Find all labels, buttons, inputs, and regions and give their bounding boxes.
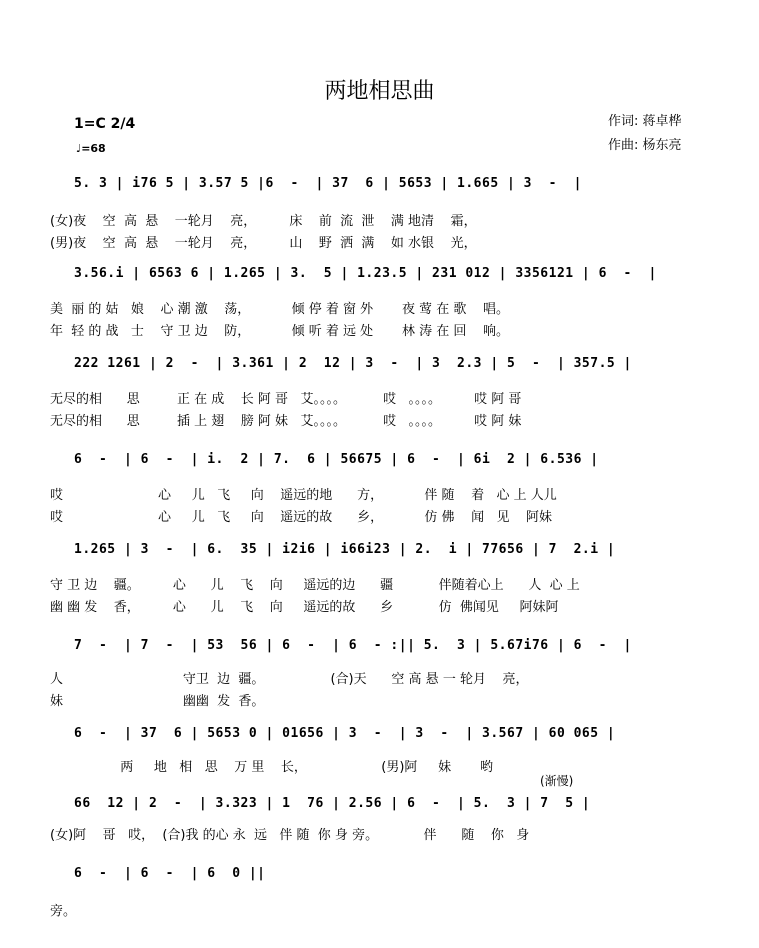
lyric-line-6a: 人 守卫 边 疆。 (合)天 空 高 悬 一 轮月 亮， <box>50 672 529 687</box>
lyric-line-2b: 年 轻 的 战 士 守 卫 边 防， 倾 听 着 远 处 林 涛 在 回 响。 <box>50 324 509 339</box>
lyric-line-1b: (男)夜 空 高 悬 一轮月 亮， 山 野 洒 满 如 水银 光， <box>50 236 477 251</box>
notation-line-1: 5. 3 | i76 5 | 3.57 5 |6 - | 37 6 | 5653 | 1.665 | 3 - | <box>74 176 582 191</box>
lyricist-credit: 作词: 蒋卓桦 <box>608 114 682 129</box>
lyric-line-4a: 哎 心 儿 飞 向 遥远的地 方， 伴 随 着 心 上 人儿 <box>50 488 557 503</box>
notation-line-3: 222 1261 | 2 - | 3.361 | 2 12 | 3 - | 3 2.3 | 5 - | 357.5 | <box>74 356 632 371</box>
notation-line-4: 6 - | 6 - | i. 2 | 7. 6 | 56675 | 6 - | 6i 2 | 6.536 | <box>74 452 599 467</box>
lyric-line-5b: 幽 幽 发 香， 心 儿 飞 向 遥远的故 乡 仿 佛闻见 阿妹阿 <box>50 600 559 615</box>
key-signature: 1=C 2/4 <box>74 116 136 132</box>
lyric-line-8: (女)阿 哥 哎， (合)我 的心 永 远 伴 随 你 身 旁。 伴 随 你 身 <box>50 828 530 843</box>
lyric-line-4b: 哎 心 儿 飞 向 遥远的故 乡， 仿 佛 闻 见 阿妹 <box>50 510 552 525</box>
notation-line-9: 6 - | 6 - | 6 0 || <box>74 866 266 881</box>
ritardando-mark: (渐慢) <box>540 774 574 788</box>
lyric-line-7: 两 地 相 思 万 里 长， (男)阿 妹 哟 <box>50 760 494 775</box>
notation-line-8: 66 12 | 2 - | 3.323 | 1 76 | 2.56 | 6 - | 5. 3 | 7 5 | <box>74 796 591 811</box>
lyric-line-3b: 无尽的相 思 插 上 翅 膀 阿 妹 艾。。。。 哎 。。。。 哎 阿 妹 <box>50 414 522 429</box>
tempo-mark: ♩=68 <box>76 142 106 155</box>
composer-credit: 作曲: 杨东亮 <box>608 138 682 153</box>
lyric-line-2a: 美 丽 的 姑 娘 心 潮 激 荡， 倾 停 着 窗 外 夜 莺 在 歌 唱。 <box>50 302 509 317</box>
lyric-line-1a: (女)夜 空 高 悬 一轮月 亮， 床 前 流 泄 满 地清 霜， <box>50 214 477 229</box>
notation-line-7: 6 - | 37 6 | 5653 0 | 01656 | 3 - | 3 - | 3.567 | 60 065 | <box>74 726 616 741</box>
song-title: 两地相思曲 <box>324 79 435 104</box>
notation-line-2: 3.56.i | 6563 6 | 1.265 | 3. 5 | 1.23.5 | 231 012 | 3356121 | 6 - | <box>74 266 657 281</box>
lyric-line-6b: 妹 幽幽 发 香。 <box>50 694 265 709</box>
notation-line-6: 7 - | 7 - | 53 56 | 6 - | 6 - :|| 5. 3 | 5.67i76 | 6 - | <box>74 638 632 653</box>
notation-line-5: 1.265 | 3 - | 6. 35 | i2i6 | i66i23 | 2. i | 77656 | 7 2.i | <box>74 542 616 557</box>
lyric-line-5a: 守 卫 边 疆。 心 儿 飞 向 遥远的边 疆 伴随着心上 人 心 上 <box>50 578 580 593</box>
lyric-line-3a: 无尽的相 思 正 在 成 长 阿 哥 艾。。。。 哎 。。。。 哎 阿 哥 <box>50 392 522 407</box>
lyric-line-9: 旁。 <box>50 904 77 919</box>
